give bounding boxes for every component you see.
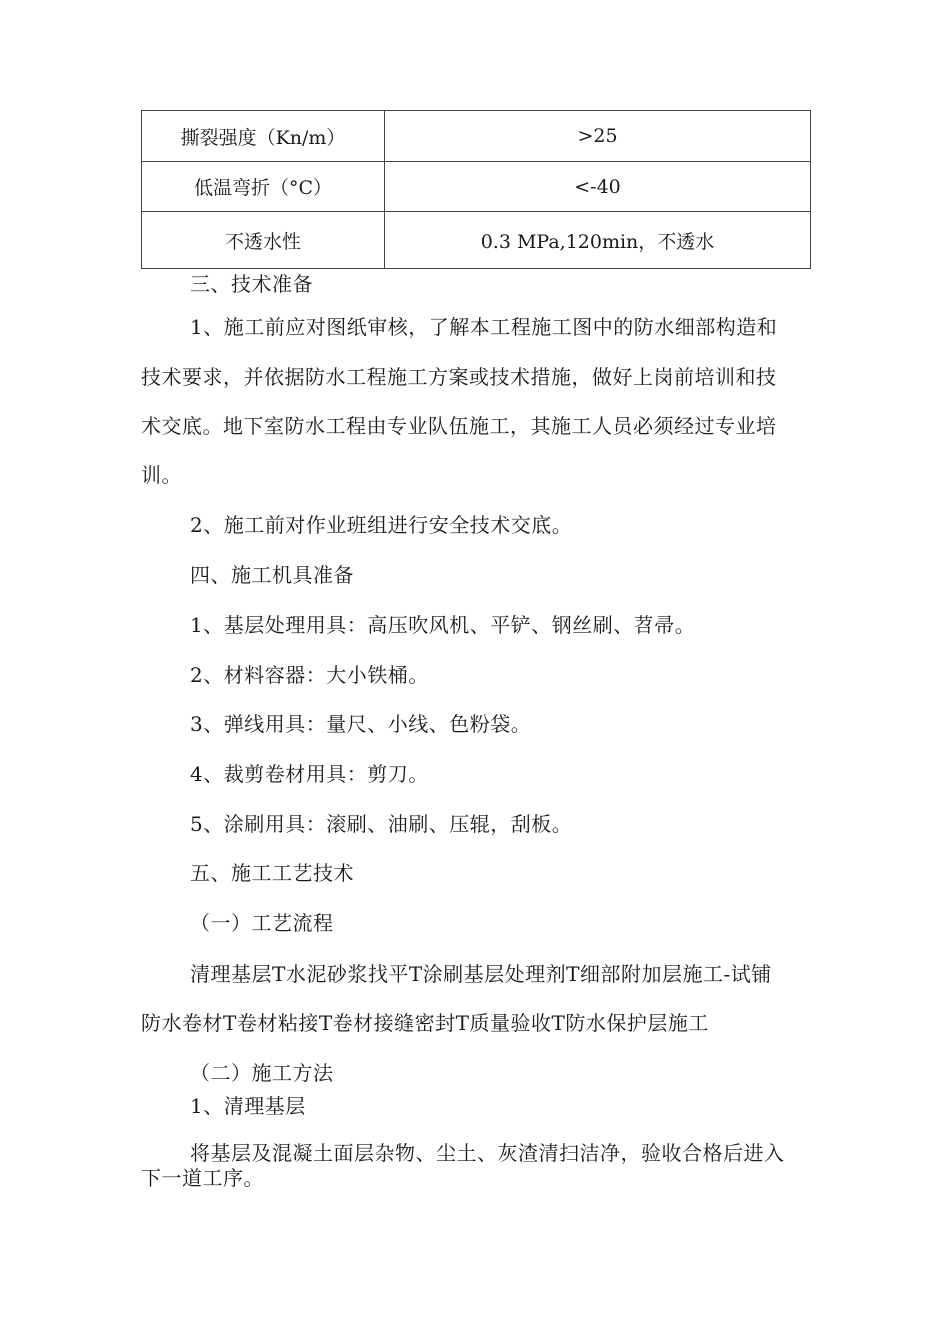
property-value: 0.3 MPa,120min，不透水 — [385, 212, 811, 269]
subsection-heading: （二）施工方法 — [190, 1061, 334, 1085]
property-name: 不透水性 — [142, 212, 385, 269]
list-item: 4、裁剪卷材用具：剪刀。 — [190, 762, 429, 786]
paragraph-line: 将基层及混凝土面层杂物、尘土、灰渣清扫洁净，验收合格后进入 — [190, 1141, 785, 1165]
table-row — [142, 111, 811, 162]
subsection-heading: （一）工艺流程 — [190, 911, 334, 935]
section-heading: 三、技术准备 — [190, 272, 313, 296]
paragraph-line: 清理基层T水泥砂浆找平T涂刷基层处理剂T细部附加层施工-试铺 — [190, 962, 772, 986]
section-heading: 四、施工机具准备 — [190, 563, 354, 587]
step-heading: 1、清理基层 — [190, 1094, 306, 1118]
property-name: 低温弯折（°C） — [142, 162, 385, 212]
paragraph-line: 技术要求，并依据防水工程施工方案或技术措施，做好上岗前培训和技 — [141, 365, 777, 389]
paragraph-line: 1、施工前应对图纸审核，了解本工程施工图中的防水细部构造和 — [190, 315, 778, 339]
paragraph-line: 下一道工序。 — [141, 1166, 264, 1190]
section-heading: 五、施工工艺技术 — [190, 861, 354, 885]
properties-table — [141, 110, 811, 269]
list-item: 1、基层处理用具：高压吹风机、平铲、钢丝刷、苕帚。 — [190, 613, 696, 637]
paragraph-line: 防水卷材T卷材粘接T卷材接缝密封T质量验收T防水保护层施工 — [141, 1011, 709, 1035]
property-value: <-40 — [385, 162, 811, 212]
list-item: 3、弹线用具：量尺、小线、色粉袋。 — [190, 712, 532, 736]
paragraph-line: 2、施工前对作业班组进行安全技术交底。 — [190, 513, 573, 537]
property-value: >25 — [385, 111, 811, 162]
paragraph-line: 术交底。地下室防水工程由专业队伍施工，其施工人员必须经过专业培 — [141, 414, 777, 438]
list-item: 2、材料容器：大小铁桶。 — [190, 663, 429, 687]
paragraph-line: 训。 — [141, 463, 182, 487]
table-row — [142, 212, 811, 269]
property-name: 撕裂强度（Kn/m） — [142, 111, 385, 162]
table-row — [142, 162, 811, 212]
list-item: 5、涂刷用具：滚刷、油刷、压辊，刮板。 — [190, 812, 573, 836]
